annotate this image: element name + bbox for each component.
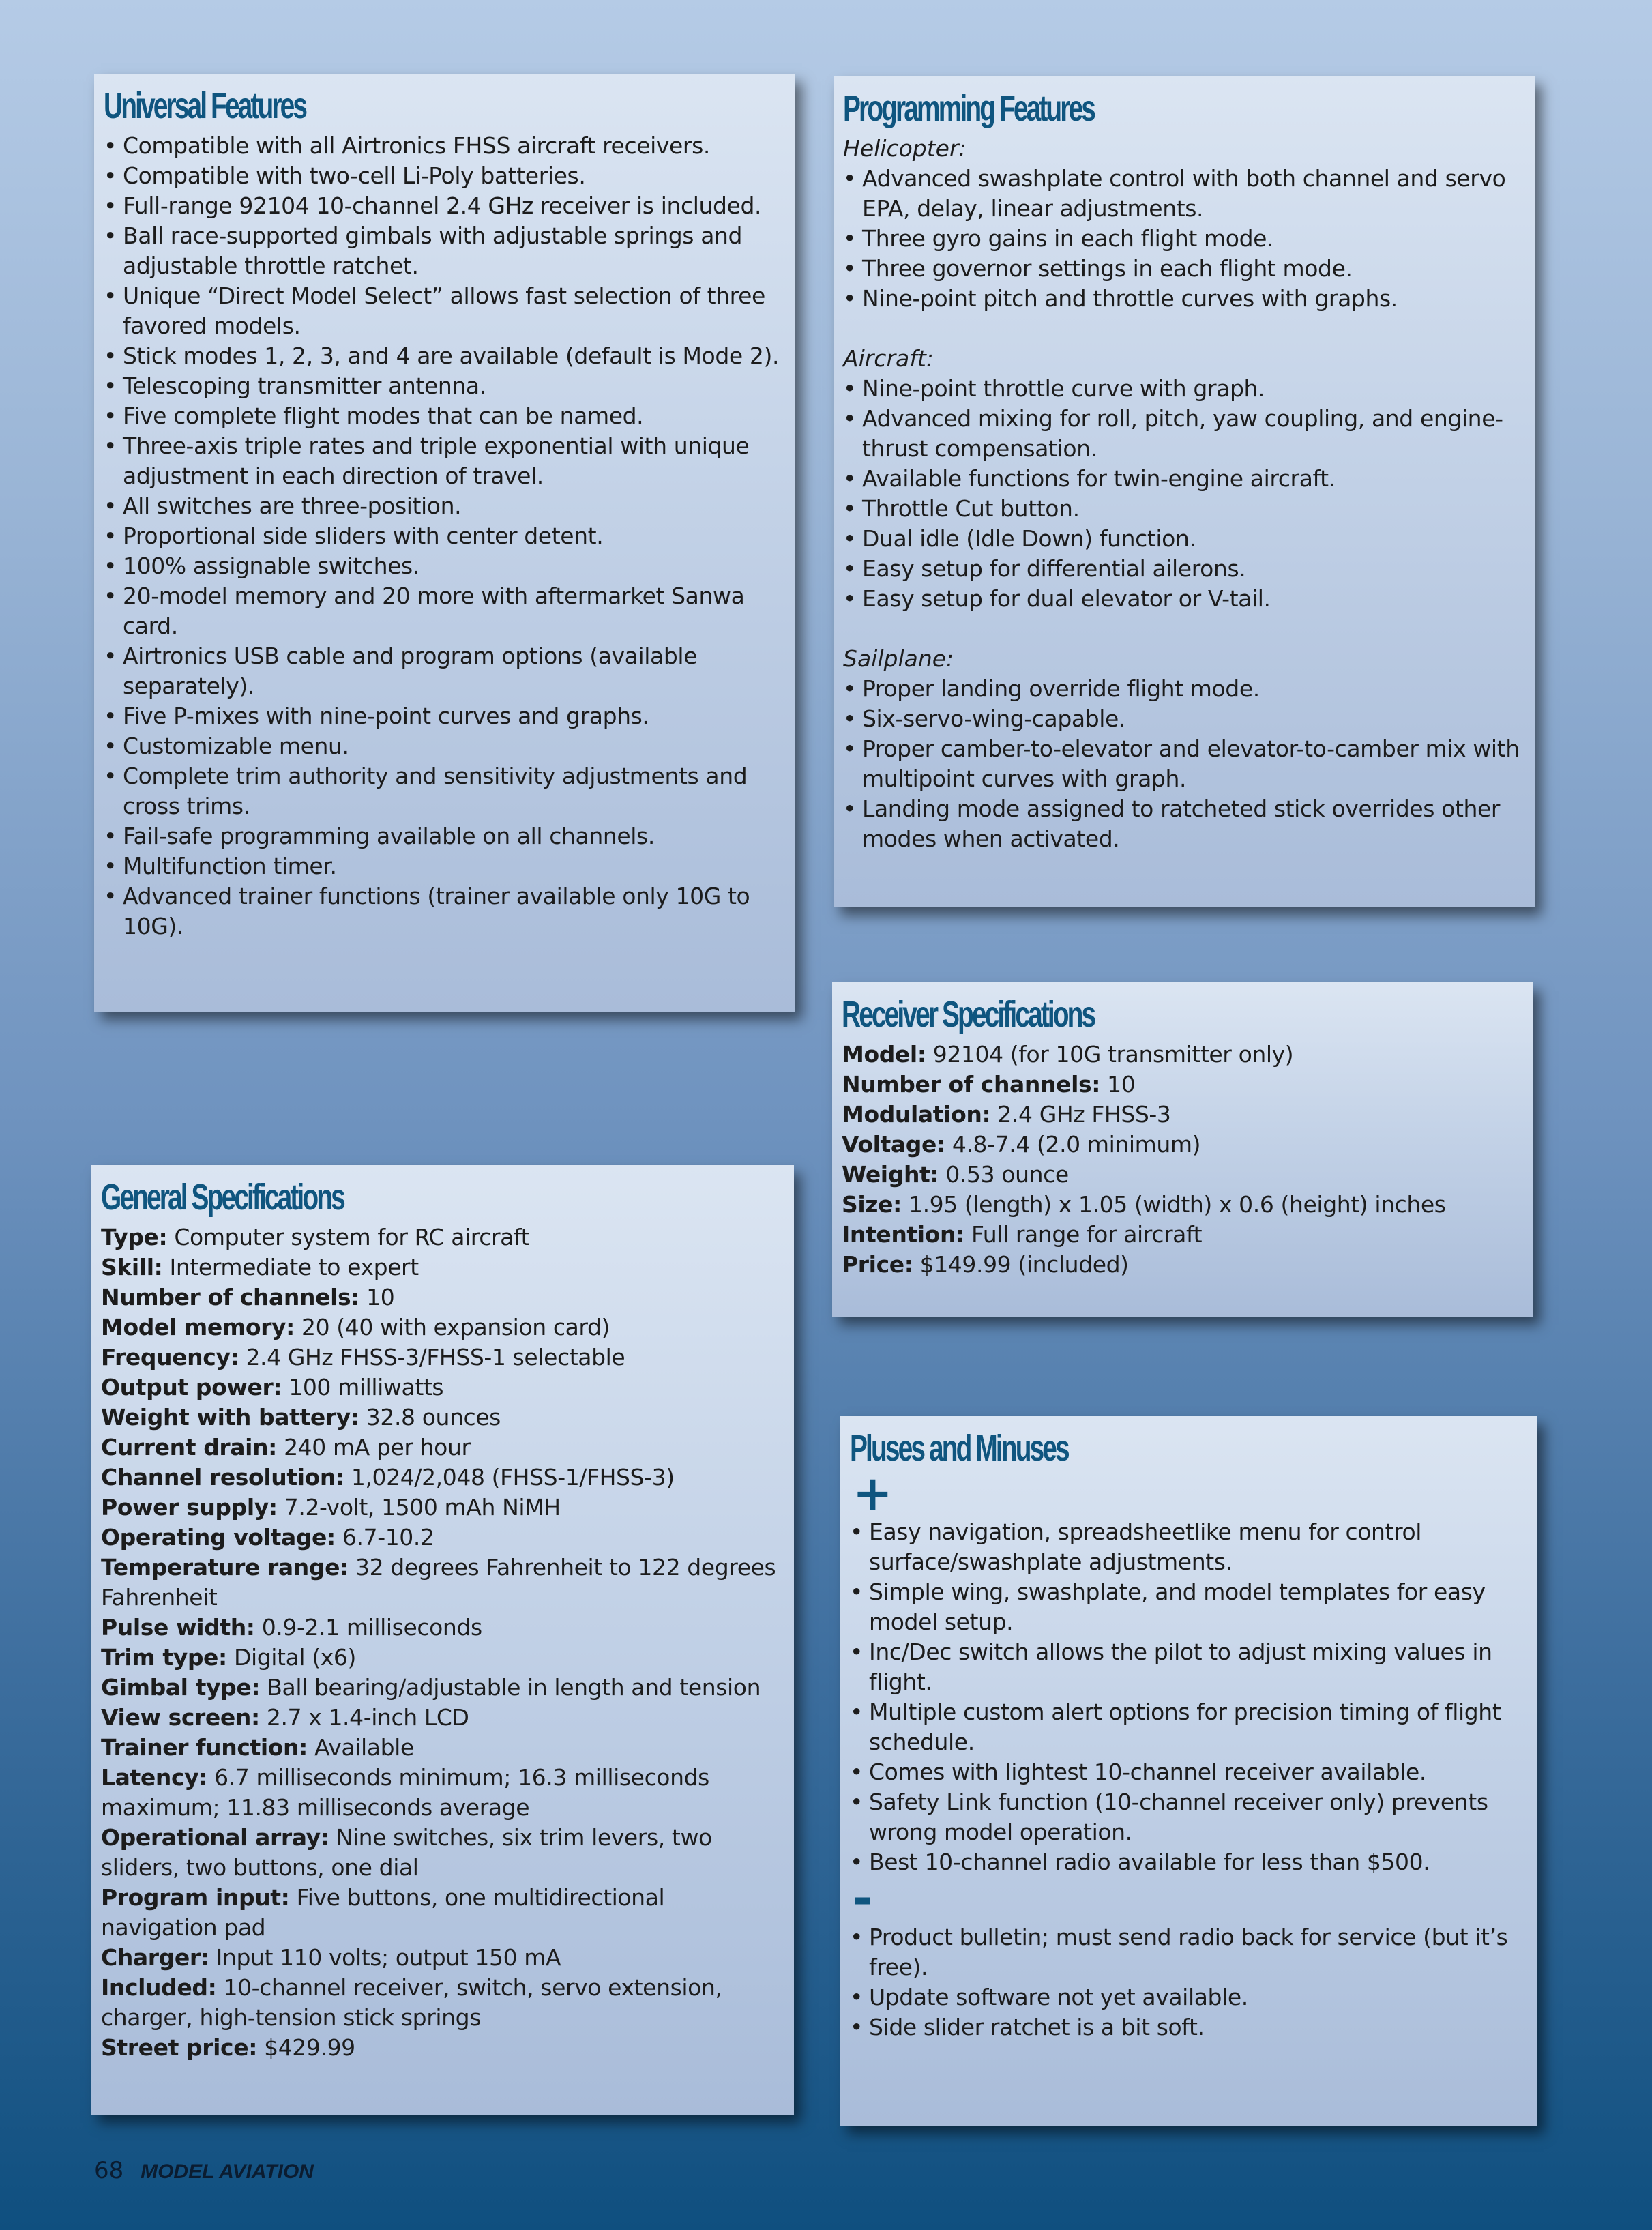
list-item: • Landing mode assigned to ratcheted stick overrides other modes when activated. — [843, 794, 1521, 854]
spec-label: Modulation: — [842, 1101, 991, 1128]
spec-value: 92104 (for 10G transmitter only) — [932, 1041, 1294, 1068]
spec-row — [842, 1160, 1520, 1190]
minuses-list — [850, 1922, 1524, 2042]
spec-label: Street price: — [101, 2034, 257, 2061]
spec-row — [101, 1222, 780, 1252]
spec-value: Full range for aircraft — [971, 1221, 1203, 1248]
universal-features-box — [94, 74, 795, 1012]
spec-label: Model memory: — [101, 1314, 295, 1340]
spec-row — [101, 1733, 780, 1763]
spec-label: Type: — [101, 1224, 168, 1250]
page-footer — [94, 2157, 314, 2184]
spec-label: Intention: — [842, 1221, 964, 1248]
spec-row — [101, 1883, 780, 1943]
spec-value: $149.99 (included) — [919, 1251, 1129, 1278]
spec-label: Operating voltage: — [101, 1524, 336, 1551]
spec-label: Current drain: — [101, 1434, 277, 1461]
spec-value: Nine switches, six trim levers, two sliders, two buttons, one dial — [101, 1824, 712, 1881]
list-item: • Compatible with all Airtronics FHSS aircraft receivers. — [104, 131, 782, 161]
list-item: • Best 10-channel radio available for less than $500. — [850, 1847, 1524, 1877]
spec-value: 1.95 (length) x 1.05 (width) x 0.6 (height) inches — [908, 1191, 1446, 1218]
spec-value: 10-channel receiver, switch, servo extension, charger, high-tension stick springs — [101, 1974, 722, 2031]
spec-row — [101, 1613, 780, 1643]
list-item: • Easy setup for dual elevator or V-tail. — [843, 584, 1521, 614]
list-item: • Proper camber-to-elevator and elevator-to-camber mix with multipoint curves with graph. — [843, 734, 1521, 794]
list-item: • Available functions for twin-engine aircraft. — [843, 464, 1521, 494]
spec-row — [101, 1523, 780, 1553]
spec-value: Input 110 volts; output 150 mA — [216, 1944, 561, 1971]
spec-row — [101, 2033, 780, 2063]
spec-row — [842, 1100, 1520, 1130]
spec-row — [101, 1493, 780, 1523]
spec-value: 0.53 ounce — [945, 1161, 1069, 1188]
spec-label: Weight with battery: — [101, 1404, 359, 1431]
list-item: • Advanced trainer functions (trainer available only 10G to 10G). — [104, 881, 782, 941]
list-item: • Multiple custom alert options for precision timing of flight schedule. — [850, 1697, 1524, 1757]
list-item: • Advanced swashplate control with both channel and servo EPA, delay, linear adjustments. — [843, 164, 1521, 224]
spec-row — [842, 1040, 1520, 1070]
aircraft-heading: Aircraft: — [843, 345, 934, 372]
spec-row — [842, 1190, 1520, 1220]
spec-label: Pulse width: — [101, 1614, 255, 1641]
spec-label: Size: — [842, 1191, 902, 1218]
list-item: • Proportional side sliders with center detent. — [104, 521, 782, 551]
spec-row — [842, 1220, 1520, 1250]
list-item: • Simple wing, swashplate, and model templates for easy model setup. — [850, 1577, 1524, 1637]
spec-value: 2.4 GHz FHSS-3/FHSS-1 selectable — [246, 1344, 625, 1370]
list-item: • Multifunction timer. — [104, 851, 782, 881]
spec-label: Operational array: — [101, 1824, 329, 1851]
spec-row — [101, 1282, 780, 1312]
spec-value: 2.7 x 1.4-inch LCD — [266, 1704, 469, 1731]
spec-value: 32.8 ounces — [366, 1404, 501, 1431]
spec-label: Channel resolution: — [101, 1464, 344, 1491]
list-item: • Product bulletin; must send radio back for service (but it’s free). — [850, 1922, 1524, 1982]
spec-value: Available — [314, 1734, 414, 1761]
spec-label: Weight: — [842, 1161, 939, 1188]
spec-value: 0.9-2.1 milliseconds — [261, 1614, 482, 1641]
spec-label: Power supply: — [101, 1494, 278, 1521]
spec-row — [101, 1943, 780, 1973]
spec-row — [101, 1252, 780, 1282]
list-item: • Customizable menu. — [104, 731, 782, 761]
spec-label: View screen: — [101, 1704, 260, 1731]
list-item: • Three-axis triple rates and triple exponential with unique adjustment in each direction of travel. — [104, 431, 782, 491]
list-item: • Five P-mixes with nine-point curves and graphs. — [104, 701, 782, 731]
list-item: • All switches are three-position. — [104, 491, 782, 521]
spec-value: Five buttons, one multidirectional navigation pad — [101, 1884, 665, 1941]
spec-label: Model: — [842, 1041, 926, 1068]
spec-row — [101, 1643, 780, 1673]
spec-value: Intermediate to expert — [169, 1254, 419, 1280]
spec-value: $429.99 — [264, 2034, 355, 2061]
programming-features-box — [834, 76, 1535, 907]
general-specifications-title: General Specifications — [101, 1177, 344, 1218]
spec-value: 6.7 milliseconds minimum; 16.3 milliseconds maximum; 11.83 milliseconds average — [101, 1764, 709, 1821]
section-gap — [843, 614, 1521, 644]
spec-value: 10 — [1107, 1071, 1136, 1098]
list-item: • Comes with lightest 10-channel receiver available. — [850, 1757, 1524, 1787]
spec-row — [101, 1703, 780, 1733]
spec-row — [101, 1553, 780, 1613]
spec-row — [101, 1463, 780, 1493]
spec-row — [101, 1763, 780, 1823]
list-item: • Easy navigation, spreadsheetlike menu for control surface/swashplate adjustments. — [850, 1517, 1524, 1577]
spec-row — [101, 1673, 780, 1703]
general-specifications-box — [91, 1165, 794, 2115]
list-item: • Six-servo-wing-capable. — [843, 704, 1521, 734]
list-item: • Compatible with two-cell Li-Poly batteries. — [104, 161, 782, 191]
sailplane-heading: Sailplane: — [843, 645, 954, 672]
spec-label: Charger: — [101, 1944, 209, 1971]
list-item: • Proper landing override flight mode. — [843, 674, 1521, 704]
list-item: • Ball race-supported gimbals with adjustable springs and adjustable throttle ratchet. — [104, 221, 782, 281]
spec-row — [101, 1373, 780, 1403]
spec-value: 240 mA per hour — [284, 1434, 471, 1461]
spec-value: 20 (40 with expansion card) — [301, 1314, 610, 1340]
list-item: • 100% assignable switches. — [104, 551, 782, 581]
list-item: • Airtronics USB cable and program options (available separately). — [104, 641, 782, 701]
spec-row — [842, 1070, 1520, 1100]
list-item: • Update software not yet available. — [850, 1982, 1524, 2012]
spec-label: Gimbal type: — [101, 1674, 261, 1701]
list-item: • Full-range 92104 10-channel 2.4 GHz receiver is included. — [104, 191, 782, 221]
receiver-specifications-title: Receiver Specifications — [842, 994, 1095, 1035]
spec-row — [101, 1343, 780, 1373]
spec-label: Trainer function: — [101, 1734, 308, 1761]
helicopter-heading: Helicopter: — [843, 135, 967, 162]
list-item: • Five complete flight modes that can be named. — [104, 401, 782, 431]
section-gap — [843, 314, 1521, 344]
minus-icon: - — [853, 1870, 873, 1926]
list-item: • Side slider ratchet is a bit soft. — [850, 2012, 1524, 2042]
list-item: • Three governor settings in each flight mode. — [843, 254, 1521, 284]
spec-label: Trim type: — [101, 1644, 227, 1671]
list-item: • Inc/Dec switch allows the pilot to adjust mixing values in flight. — [850, 1637, 1524, 1697]
aircraft-list — [843, 374, 1521, 614]
pluses-minuses-title: Pluses and Minuses — [850, 1428, 1068, 1469]
spec-value: 32 degrees Fahrenheit to 122 degrees Fahrenheit — [101, 1554, 776, 1611]
helicopter-list — [843, 164, 1521, 314]
list-item: • Three gyro gains in each flight mode. — [843, 224, 1521, 254]
spec-label: Program input: — [101, 1884, 290, 1911]
spec-row — [101, 1973, 780, 2033]
spec-label: Frequency: — [101, 1344, 239, 1370]
spec-label: Included: — [101, 1974, 217, 2001]
universal-features-list — [104, 131, 782, 941]
spec-label: Price: — [842, 1251, 913, 1278]
spec-row — [101, 1823, 780, 1883]
page-number: 68 — [94, 2157, 124, 2184]
plus-icon: + — [853, 1465, 893, 1521]
list-item: • 20-model memory and 20 more with aftermarket Sanwa card. — [104, 581, 782, 641]
spec-value: 4.8-7.4 (2.0 minimum) — [952, 1131, 1201, 1158]
list-item: • Unique “Direct Model Select” allows fast selection of three favored models. — [104, 281, 782, 341]
spec-row — [842, 1130, 1520, 1160]
spec-row — [842, 1250, 1520, 1280]
spec-label: Latency: — [101, 1764, 208, 1791]
universal-features-title: Universal Features — [104, 85, 306, 126]
pluses-list — [850, 1517, 1524, 1877]
list-item: • Dual idle (Idle Down) function. — [843, 524, 1521, 554]
receiver-specifications-box — [832, 982, 1533, 1317]
list-item: • Advanced mixing for roll, pitch, yaw coupling, and engine-thrust compensation. — [843, 404, 1521, 464]
list-item: • Nine-point throttle curve with graph. — [843, 374, 1521, 404]
list-item: • Stick modes 1, 2, 3, and 4 are available (default is Mode 2). — [104, 341, 782, 371]
spec-label: Output power: — [101, 1374, 282, 1400]
spec-value: 6.7-10.2 — [342, 1524, 434, 1551]
list-item: • Telescoping transmitter antenna. — [104, 371, 782, 401]
spec-value: Computer system for RC aircraft — [174, 1224, 530, 1250]
spec-value: 10 — [366, 1284, 395, 1310]
spec-value: Digital (x6) — [233, 1644, 356, 1671]
list-item: • Easy setup for differential ailerons. — [843, 554, 1521, 584]
sailplane-list — [843, 674, 1521, 854]
pluses-minuses-box — [840, 1416, 1537, 2126]
magazine-name: MODEL AVIATION — [141, 2160, 314, 2183]
spec-value: 100 milliwatts — [289, 1374, 444, 1400]
spec-value: 2.4 GHz FHSS-3 — [997, 1101, 1171, 1128]
spec-value: 1,024/2,048 (FHSS-1/FHSS-3) — [351, 1464, 675, 1491]
spec-label: Skill: — [101, 1254, 163, 1280]
spec-label: Temperature range: — [101, 1554, 349, 1581]
spec-row — [101, 1403, 780, 1433]
list-item: • Safety Link function (10-channel receiver only) prevents wrong model operation. — [850, 1787, 1524, 1847]
spec-value: Ball bearing/adjustable in length and tension — [267, 1674, 761, 1701]
spec-label: Number of channels: — [842, 1071, 1101, 1098]
spec-value: 7.2-volt, 1500 mAh NiMH — [284, 1494, 561, 1521]
spec-label: Voltage: — [842, 1131, 945, 1158]
programming-features-title: Programming Features — [843, 88, 1095, 129]
spec-row — [101, 1433, 780, 1463]
list-item: • Fail-safe programming available on all channels. — [104, 821, 782, 851]
list-item: • Throttle Cut button. — [843, 494, 1521, 524]
spec-label: Number of channels: — [101, 1284, 360, 1310]
list-item: • Nine-point pitch and throttle curves with graphs. — [843, 284, 1521, 314]
list-item: • Complete trim authority and sensitivity adjustments and cross trims. — [104, 761, 782, 821]
spec-row — [101, 1312, 780, 1343]
